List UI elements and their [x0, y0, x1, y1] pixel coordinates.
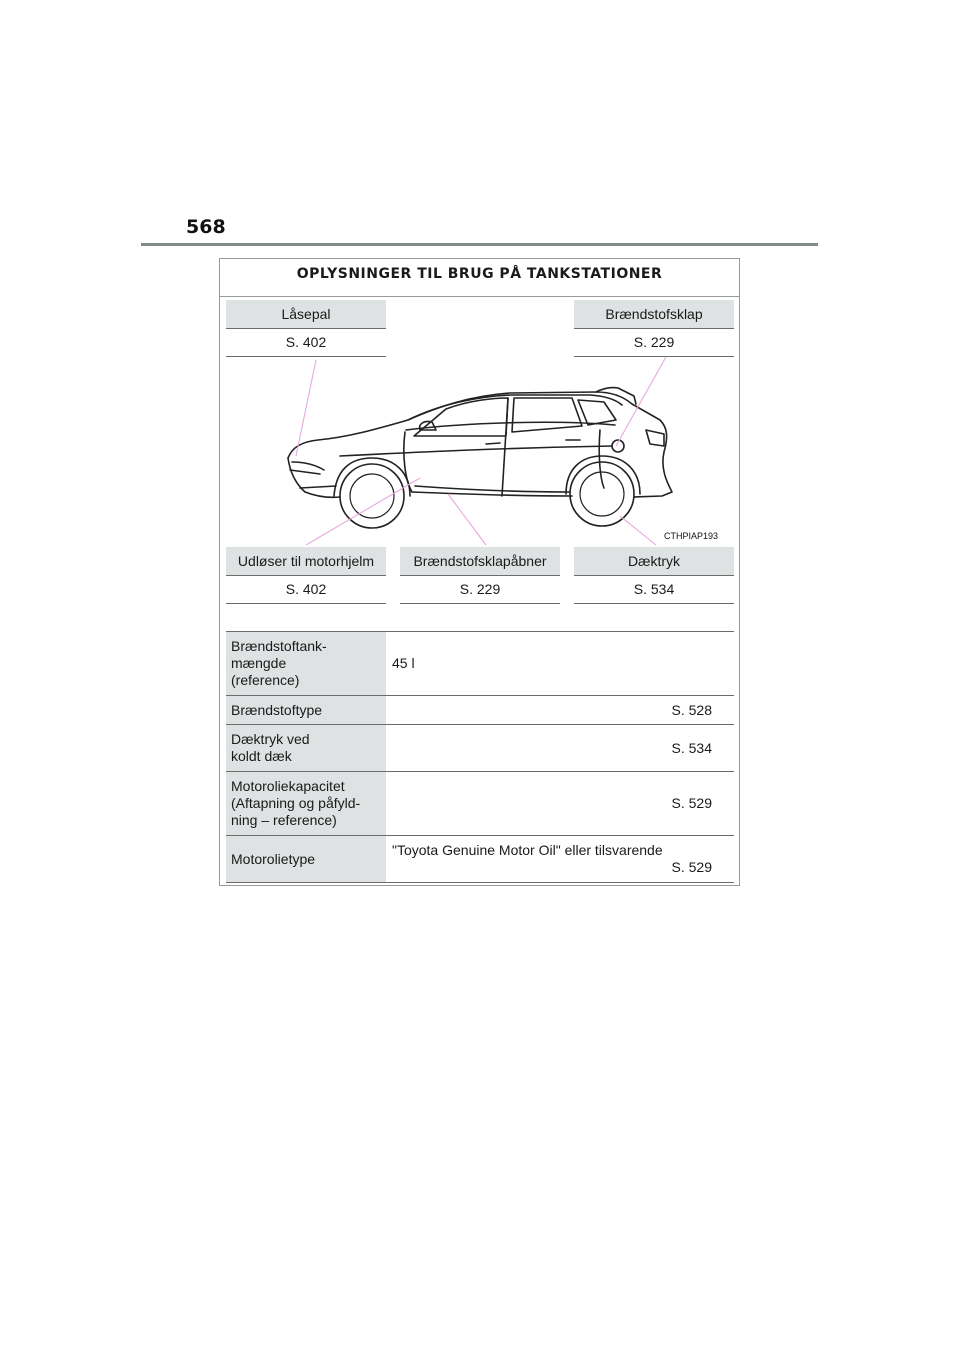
callout-label: Dæktryk — [574, 547, 734, 576]
page-number: 568 — [186, 216, 226, 238]
leader-hood-release — [306, 478, 420, 545]
callout-ref: S. 534 — [574, 576, 734, 604]
leader-fuel-opener — [448, 494, 486, 545]
callout-hood-release — [226, 547, 386, 604]
leader-tire-pressure — [620, 516, 656, 545]
spec-ref: S. 529 — [671, 795, 712, 811]
spec-key: Dæktryk ved koldt dæk — [226, 725, 386, 771]
spec-ref: S. 534 — [671, 739, 712, 756]
callout-ref: S. 229 — [400, 576, 560, 604]
spec-ref: S. 528 — [671, 701, 712, 718]
spec-value: 45 l — [392, 655, 415, 671]
spec-value: "Toyota Genuine Motor Oil" eller tilsvarende — [392, 842, 663, 858]
callout-ref: S. 229 — [574, 329, 734, 357]
spec-row-oil-type — [226, 836, 734, 883]
spec-row-fuel-type — [226, 696, 734, 725]
callout-tire-pressure — [574, 547, 734, 604]
spec-value-cell — [386, 836, 734, 882]
callout-ref: S. 402 — [226, 329, 386, 357]
box-title: OPLYSNINGER TIL BRUG PÅ TANKSTATIONER — [220, 259, 739, 297]
spec-value-cell — [386, 696, 734, 724]
spec-value-cell — [386, 772, 734, 835]
spec-ref: S. 529 — [671, 859, 712, 875]
spec-value-cell — [386, 632, 734, 695]
callout-fuel-opener — [400, 547, 560, 604]
spec-key: Brændstoftank- mængde (reference) — [226, 632, 386, 695]
spec-row-tire-pressure — [226, 725, 734, 772]
spec-value-cell — [386, 725, 734, 771]
callout-label: Brændstofsklapåbner — [400, 547, 560, 576]
spec-row-oil-capacity — [226, 772, 734, 836]
callout-label: Brændstofsklap — [574, 300, 734, 329]
car-body-outline — [288, 392, 672, 497]
callout-ref: S. 402 — [226, 576, 386, 604]
callout-label: Udløser til motorhjelm — [226, 547, 386, 576]
callout-label: Låsepal — [226, 300, 386, 329]
callout-fuel-flap — [574, 300, 734, 357]
spec-table — [226, 631, 734, 883]
callout-hood-lock — [226, 300, 386, 357]
spec-row-fuel-capacity — [226, 632, 734, 696]
spec-key: Brændstoftype — [226, 696, 386, 724]
image-code: CTHPIAP193 — [664, 531, 719, 541]
spec-key: Motoroliekapacitet (Aftapning og påfyld- ning – reference) — [226, 772, 386, 835]
spec-key: Motorolietype — [226, 836, 386, 882]
